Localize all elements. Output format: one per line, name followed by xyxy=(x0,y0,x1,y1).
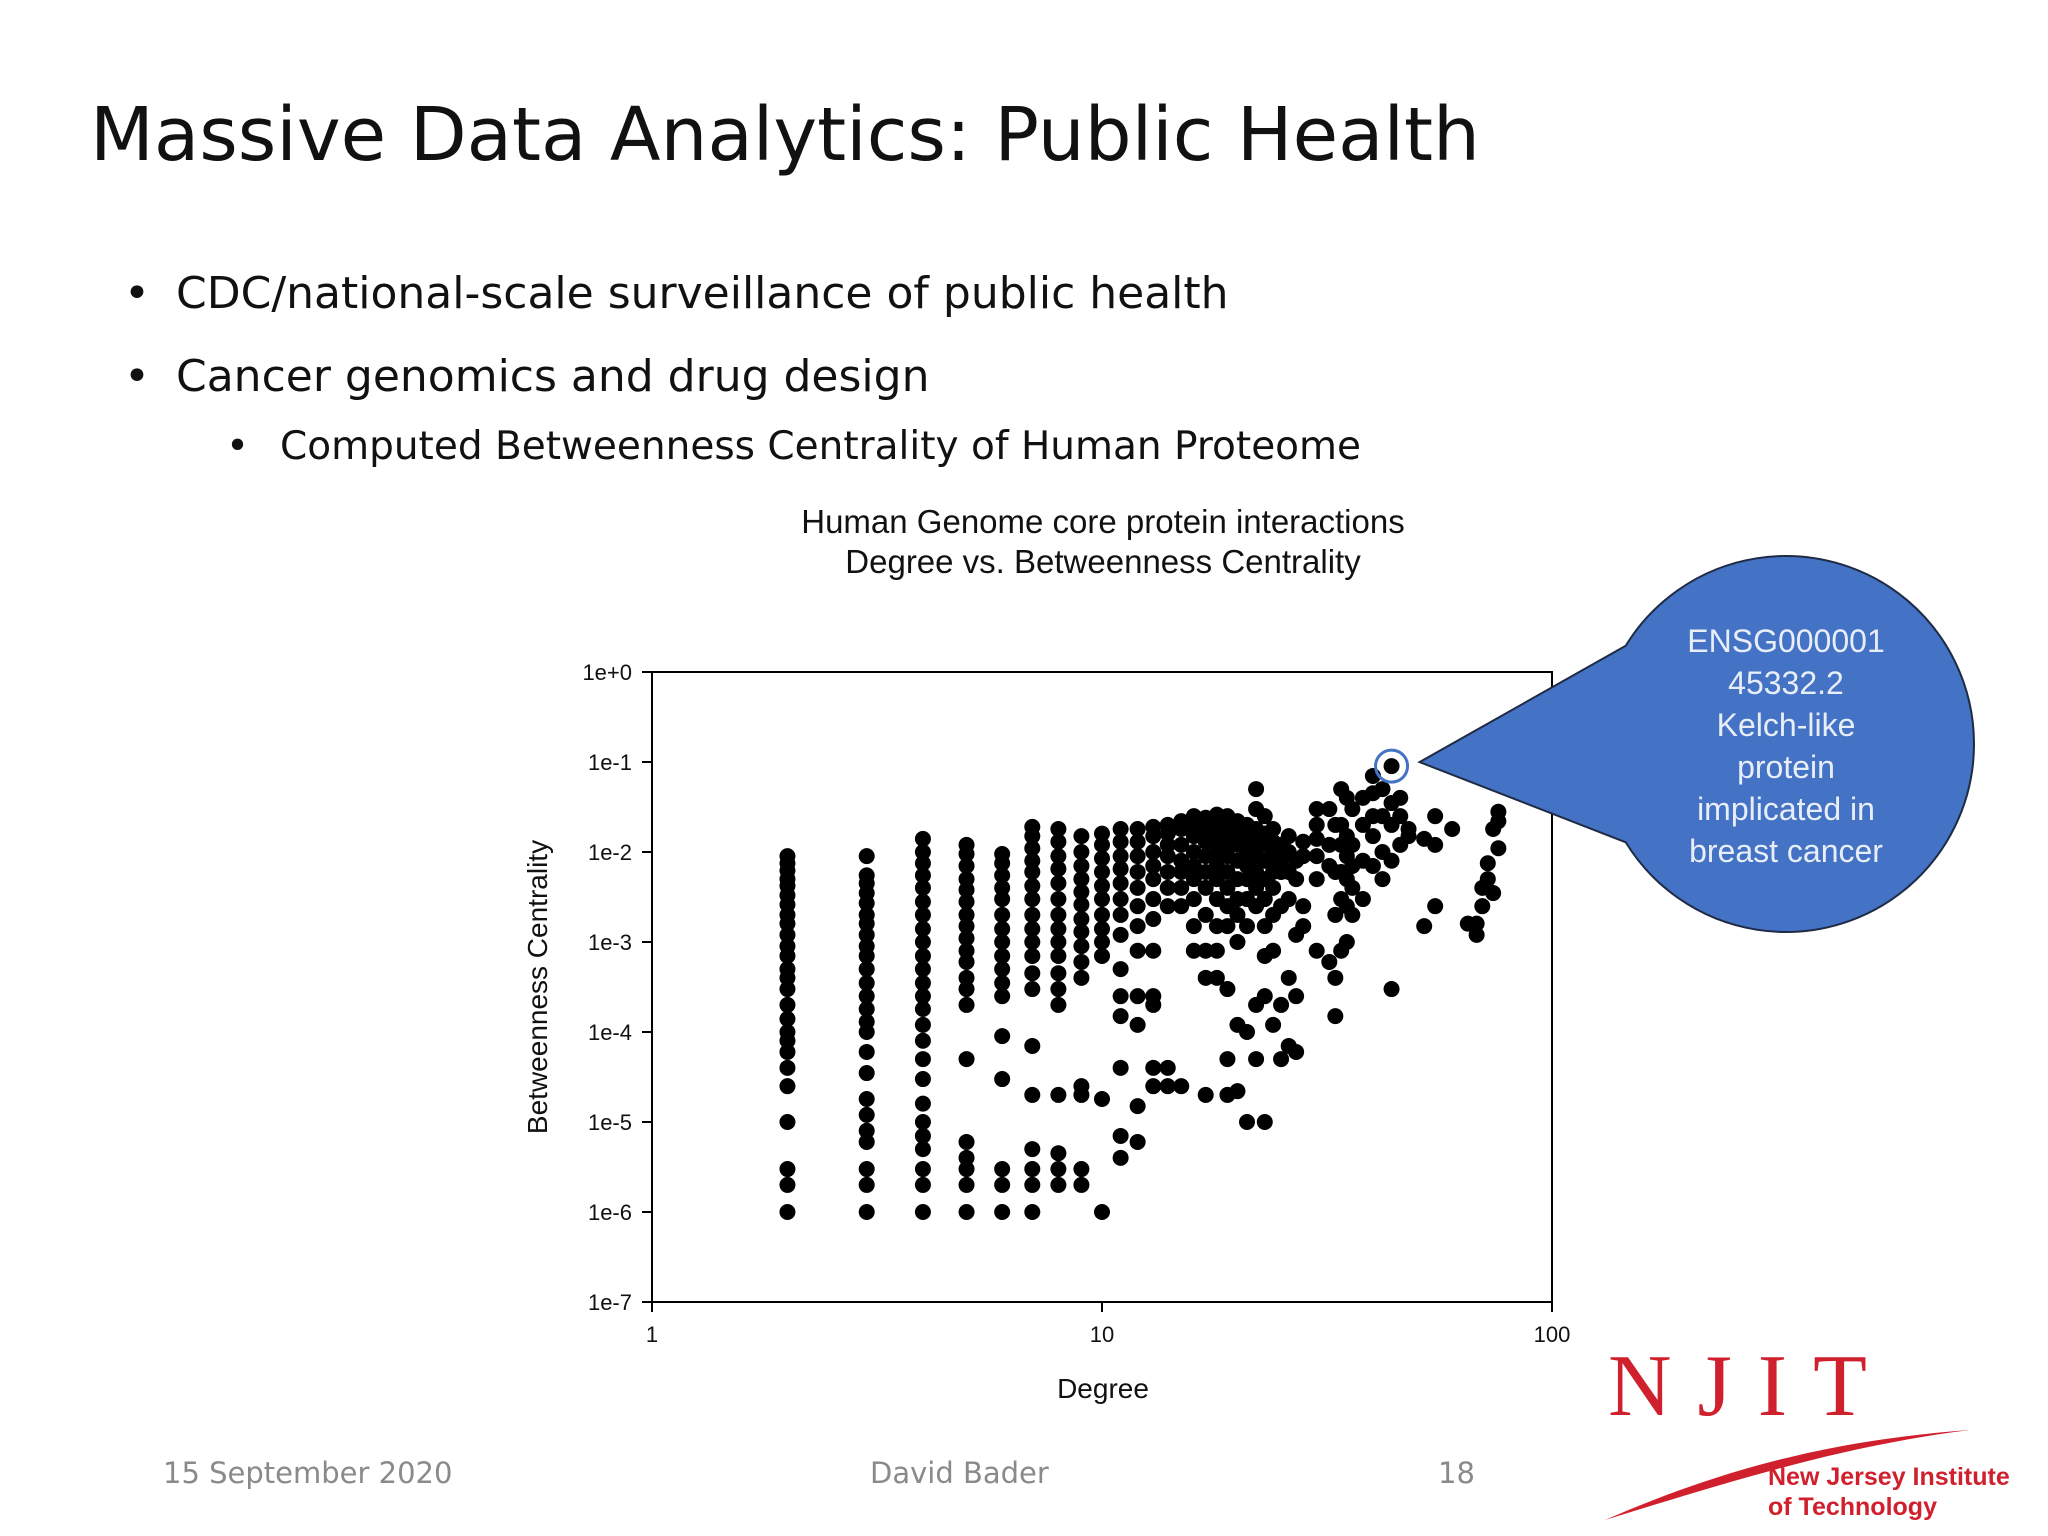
data-point xyxy=(1265,1017,1281,1033)
data-point xyxy=(859,1177,875,1193)
data-point xyxy=(994,1071,1010,1087)
x-tick-label: 1 xyxy=(645,1322,659,1347)
data-point xyxy=(915,1114,931,1130)
njit-logo xyxy=(1600,1345,2020,1530)
data-point xyxy=(1344,837,1360,853)
data-point xyxy=(1309,848,1325,864)
data-point xyxy=(915,975,931,991)
y-axis-label: Betweenness Centrality xyxy=(522,839,553,1135)
data-point xyxy=(1239,1114,1255,1130)
data-point xyxy=(915,1033,931,1049)
data-point xyxy=(959,837,975,853)
data-point xyxy=(1094,948,1110,964)
data-point xyxy=(1384,981,1400,997)
data-point xyxy=(779,1060,795,1076)
logo-line-2: of Technology xyxy=(1768,1493,1937,1521)
data-point xyxy=(1160,1060,1176,1076)
data-point xyxy=(1024,1161,1040,1177)
data-point xyxy=(859,1044,875,1060)
data-point xyxy=(1094,1091,1110,1107)
data-point xyxy=(779,848,795,864)
data-point xyxy=(1073,1161,1089,1177)
data-point xyxy=(1050,948,1066,964)
data-point xyxy=(1113,1060,1129,1076)
data-point xyxy=(1050,1145,1066,1161)
data-point xyxy=(1321,801,1337,817)
callout-line: implicated in xyxy=(1697,791,1875,827)
data-point xyxy=(1327,970,1343,986)
data-point xyxy=(1113,988,1129,1004)
data-point xyxy=(1145,1060,1161,1076)
data-point xyxy=(1113,1128,1129,1144)
data-point xyxy=(915,894,931,910)
data-point xyxy=(1219,1051,1235,1067)
data-point xyxy=(915,1071,931,1087)
data-point xyxy=(1321,954,1337,970)
x-axis xyxy=(646,1302,1570,1347)
data-point xyxy=(994,1204,1010,1220)
data-point xyxy=(1374,871,1390,887)
data-point xyxy=(994,1177,1010,1193)
data-point xyxy=(1130,821,1146,837)
data-point xyxy=(1024,1087,1040,1103)
data-point xyxy=(779,1177,795,1193)
callout-line: 45332.2 xyxy=(1728,665,1844,701)
callout-bubble xyxy=(1420,556,1974,932)
data-point xyxy=(1094,826,1110,842)
data-point xyxy=(1265,880,1281,896)
data-point xyxy=(1219,981,1235,997)
x-tick-label: 100 xyxy=(1533,1322,1571,1347)
data-point xyxy=(1355,891,1371,907)
data-point xyxy=(1050,965,1066,981)
data-point xyxy=(1050,875,1066,891)
data-point xyxy=(779,1204,795,1220)
data-point xyxy=(779,1011,795,1027)
data-point xyxy=(1384,758,1400,774)
data-point xyxy=(1050,891,1066,907)
data-point xyxy=(959,1204,975,1220)
data-point xyxy=(1024,907,1040,923)
data-point xyxy=(1073,938,1089,954)
data-point xyxy=(1265,821,1281,837)
data-point xyxy=(1130,1098,1146,1114)
data-point xyxy=(1295,918,1311,934)
data-point xyxy=(959,997,975,1013)
data-point xyxy=(779,1114,795,1130)
footer-page-number: 18 xyxy=(1438,1456,1475,1490)
data-point xyxy=(1229,934,1245,950)
data-point xyxy=(1073,1078,1089,1094)
data-point xyxy=(1248,1051,1264,1067)
data-point xyxy=(779,1161,795,1177)
x-tick-label: 10 xyxy=(1089,1322,1115,1347)
data-point xyxy=(859,848,875,864)
data-point xyxy=(1073,858,1089,874)
data-point xyxy=(1130,1134,1146,1150)
data-point xyxy=(1024,819,1040,835)
data-point xyxy=(1130,848,1146,864)
data-point xyxy=(1427,837,1443,853)
data-point xyxy=(915,1051,931,1067)
bullet-dot: • xyxy=(226,424,250,469)
data-point xyxy=(1474,898,1490,914)
chart-title-line-1: Human Genome core protein interactions xyxy=(801,503,1405,540)
data-point xyxy=(1480,855,1496,871)
y-tick-label: 1e-6 xyxy=(587,1200,632,1225)
data-point xyxy=(994,921,1010,937)
data-point xyxy=(1295,898,1311,914)
data-point xyxy=(1295,834,1311,850)
slide-title: Massive Data Analytics: Public Health xyxy=(90,92,1480,178)
data-point xyxy=(1384,853,1400,869)
data-point xyxy=(1374,781,1390,797)
footer-author: David Bader xyxy=(870,1456,1049,1490)
callout-annotation xyxy=(1376,556,1974,932)
data-point xyxy=(915,1017,931,1033)
data-point xyxy=(1469,916,1485,932)
data-point xyxy=(1365,858,1381,874)
data-point xyxy=(1327,1008,1343,1024)
data-points xyxy=(779,758,1506,1220)
bullet-dot: • xyxy=(124,268,150,319)
data-point xyxy=(1160,817,1176,833)
data-point xyxy=(1073,828,1089,844)
data-point xyxy=(1257,988,1273,1004)
data-point xyxy=(1024,948,1040,964)
callout-line: breast cancer xyxy=(1689,833,1883,869)
data-point xyxy=(1145,891,1161,907)
logo-wordmark: NJIT xyxy=(1608,1345,1893,1435)
data-point xyxy=(1024,878,1040,894)
data-point xyxy=(1392,790,1408,806)
data-point xyxy=(959,1134,975,1150)
data-point xyxy=(994,948,1010,964)
bullet-text: CDC/national-scale surveillance of public health xyxy=(176,268,1229,319)
data-point xyxy=(1248,781,1264,797)
y-tick-label: 1e-4 xyxy=(587,1020,632,1045)
data-point xyxy=(859,975,875,991)
data-point xyxy=(1257,1114,1273,1130)
data-point xyxy=(959,1177,975,1193)
data-point xyxy=(1024,1177,1040,1193)
data-point xyxy=(915,1096,931,1112)
data-point xyxy=(1145,911,1161,927)
data-point xyxy=(1130,1017,1146,1033)
data-point xyxy=(1427,898,1443,914)
data-point xyxy=(1288,871,1304,887)
data-point xyxy=(1094,878,1110,894)
data-point xyxy=(1309,817,1325,833)
data-point xyxy=(1209,943,1225,959)
data-point xyxy=(1073,970,1089,986)
data-point xyxy=(1198,1087,1214,1103)
y-tick-label: 1e-2 xyxy=(587,840,632,865)
data-point xyxy=(1130,880,1146,896)
data-point xyxy=(859,867,875,883)
data-point xyxy=(915,948,931,964)
logo-line-1: New Jersey Institute xyxy=(1768,1463,2010,1491)
data-point xyxy=(1050,848,1066,864)
data-point xyxy=(1113,1150,1129,1166)
y-tick-label: 1e-7 xyxy=(587,1290,632,1315)
data-point xyxy=(1173,1078,1189,1094)
data-point xyxy=(1024,921,1040,937)
data-point xyxy=(915,1161,931,1177)
data-point xyxy=(1094,864,1110,880)
data-point xyxy=(1113,907,1129,923)
data-point xyxy=(1073,911,1089,927)
callout-line: protein xyxy=(1737,749,1835,785)
data-point xyxy=(1344,907,1360,923)
chart-title-line-2: Degree vs. Betweenness Centrality xyxy=(845,543,1361,580)
y-axis xyxy=(582,660,652,1315)
data-point xyxy=(1490,804,1506,820)
data-point xyxy=(1288,1044,1304,1060)
data-point xyxy=(859,1065,875,1081)
data-point xyxy=(1113,927,1129,943)
data-point xyxy=(994,1028,1010,1044)
data-point xyxy=(859,1204,875,1220)
data-point xyxy=(1281,828,1297,844)
data-point xyxy=(1444,821,1460,837)
bullet-text: Computed Betweenness Centrality of Human Proteome xyxy=(280,424,1362,469)
data-point xyxy=(1281,970,1297,986)
data-point xyxy=(1094,907,1110,923)
data-point xyxy=(1288,988,1304,1004)
data-point xyxy=(1094,1204,1110,1220)
bullet-dot: • xyxy=(124,351,150,402)
data-point xyxy=(779,997,795,1013)
data-point xyxy=(1024,1038,1040,1054)
data-point xyxy=(1024,981,1040,997)
data-point xyxy=(1309,871,1325,887)
data-point xyxy=(1365,828,1381,844)
data-point xyxy=(1416,918,1432,934)
data-point xyxy=(1145,819,1161,835)
data-point xyxy=(1145,943,1161,959)
data-point xyxy=(859,1123,875,1139)
data-point xyxy=(859,1161,875,1177)
y-tick-label: 1e-1 xyxy=(587,750,632,775)
data-point xyxy=(1130,943,1146,959)
data-point xyxy=(915,1128,931,1144)
y-tick-label: 1e+0 xyxy=(582,660,632,685)
bullet-text: Cancer genomics and drug design xyxy=(176,351,930,402)
data-point xyxy=(1281,891,1297,907)
data-point xyxy=(1145,858,1161,874)
data-point xyxy=(994,1161,1010,1177)
data-point xyxy=(1073,844,1089,860)
data-point xyxy=(1130,898,1146,914)
data-point xyxy=(1239,1024,1255,1040)
data-point xyxy=(1024,1141,1040,1157)
data-point xyxy=(1050,1177,1066,1193)
callout-line: Kelch-like xyxy=(1716,707,1856,743)
data-point xyxy=(1113,821,1129,837)
data-point xyxy=(915,831,931,847)
data-point xyxy=(915,1177,931,1193)
data-point xyxy=(1050,921,1066,937)
data-point xyxy=(859,1091,875,1107)
data-point xyxy=(1050,997,1066,1013)
data-point xyxy=(1050,1161,1066,1177)
data-point xyxy=(1050,1087,1066,1103)
data-point xyxy=(959,970,975,986)
data-point xyxy=(859,1107,875,1123)
data-point xyxy=(1485,885,1501,901)
data-point xyxy=(1113,875,1129,891)
data-point xyxy=(1490,840,1506,856)
data-point xyxy=(994,907,1010,923)
data-point xyxy=(1309,943,1325,959)
data-point xyxy=(1145,988,1161,1004)
data-point xyxy=(915,1204,931,1220)
data-point xyxy=(1113,891,1129,907)
data-point xyxy=(1024,965,1040,981)
data-point xyxy=(994,846,1010,862)
data-point xyxy=(1130,864,1146,880)
data-point xyxy=(1239,918,1255,934)
footer-date: 15 September 2020 xyxy=(163,1456,453,1490)
data-point xyxy=(959,1150,975,1166)
data-point xyxy=(1427,808,1443,824)
data-point xyxy=(1113,961,1129,977)
y-tick-label: 1e-5 xyxy=(587,1110,632,1135)
data-point xyxy=(1186,891,1202,907)
data-point xyxy=(779,1078,795,1094)
data-point xyxy=(1145,1078,1161,1094)
data-point xyxy=(1480,871,1496,887)
data-point xyxy=(1145,844,1161,860)
data-point xyxy=(1094,921,1110,937)
data-point xyxy=(1050,981,1066,997)
data-point xyxy=(1073,954,1089,970)
data-point xyxy=(1339,934,1355,950)
y-tick-label: 1e-3 xyxy=(587,930,632,955)
data-point xyxy=(1265,943,1281,959)
data-point xyxy=(1401,821,1417,837)
data-point xyxy=(959,1051,975,1067)
data-point xyxy=(915,921,931,937)
data-point xyxy=(1113,1008,1129,1024)
data-point xyxy=(994,975,1010,991)
data-point xyxy=(1273,997,1289,1013)
data-point xyxy=(1024,1204,1040,1220)
callout-line: ENSG000001 xyxy=(1687,623,1885,659)
data-point xyxy=(1130,918,1146,934)
data-point xyxy=(1130,988,1146,1004)
data-point xyxy=(1050,907,1066,923)
data-point xyxy=(1229,1083,1245,1099)
data-point xyxy=(1113,848,1129,864)
data-point xyxy=(1050,821,1066,837)
data-point xyxy=(1073,1177,1089,1193)
x-axis-label: Degree xyxy=(1057,1373,1149,1404)
data-point xyxy=(1186,918,1202,934)
